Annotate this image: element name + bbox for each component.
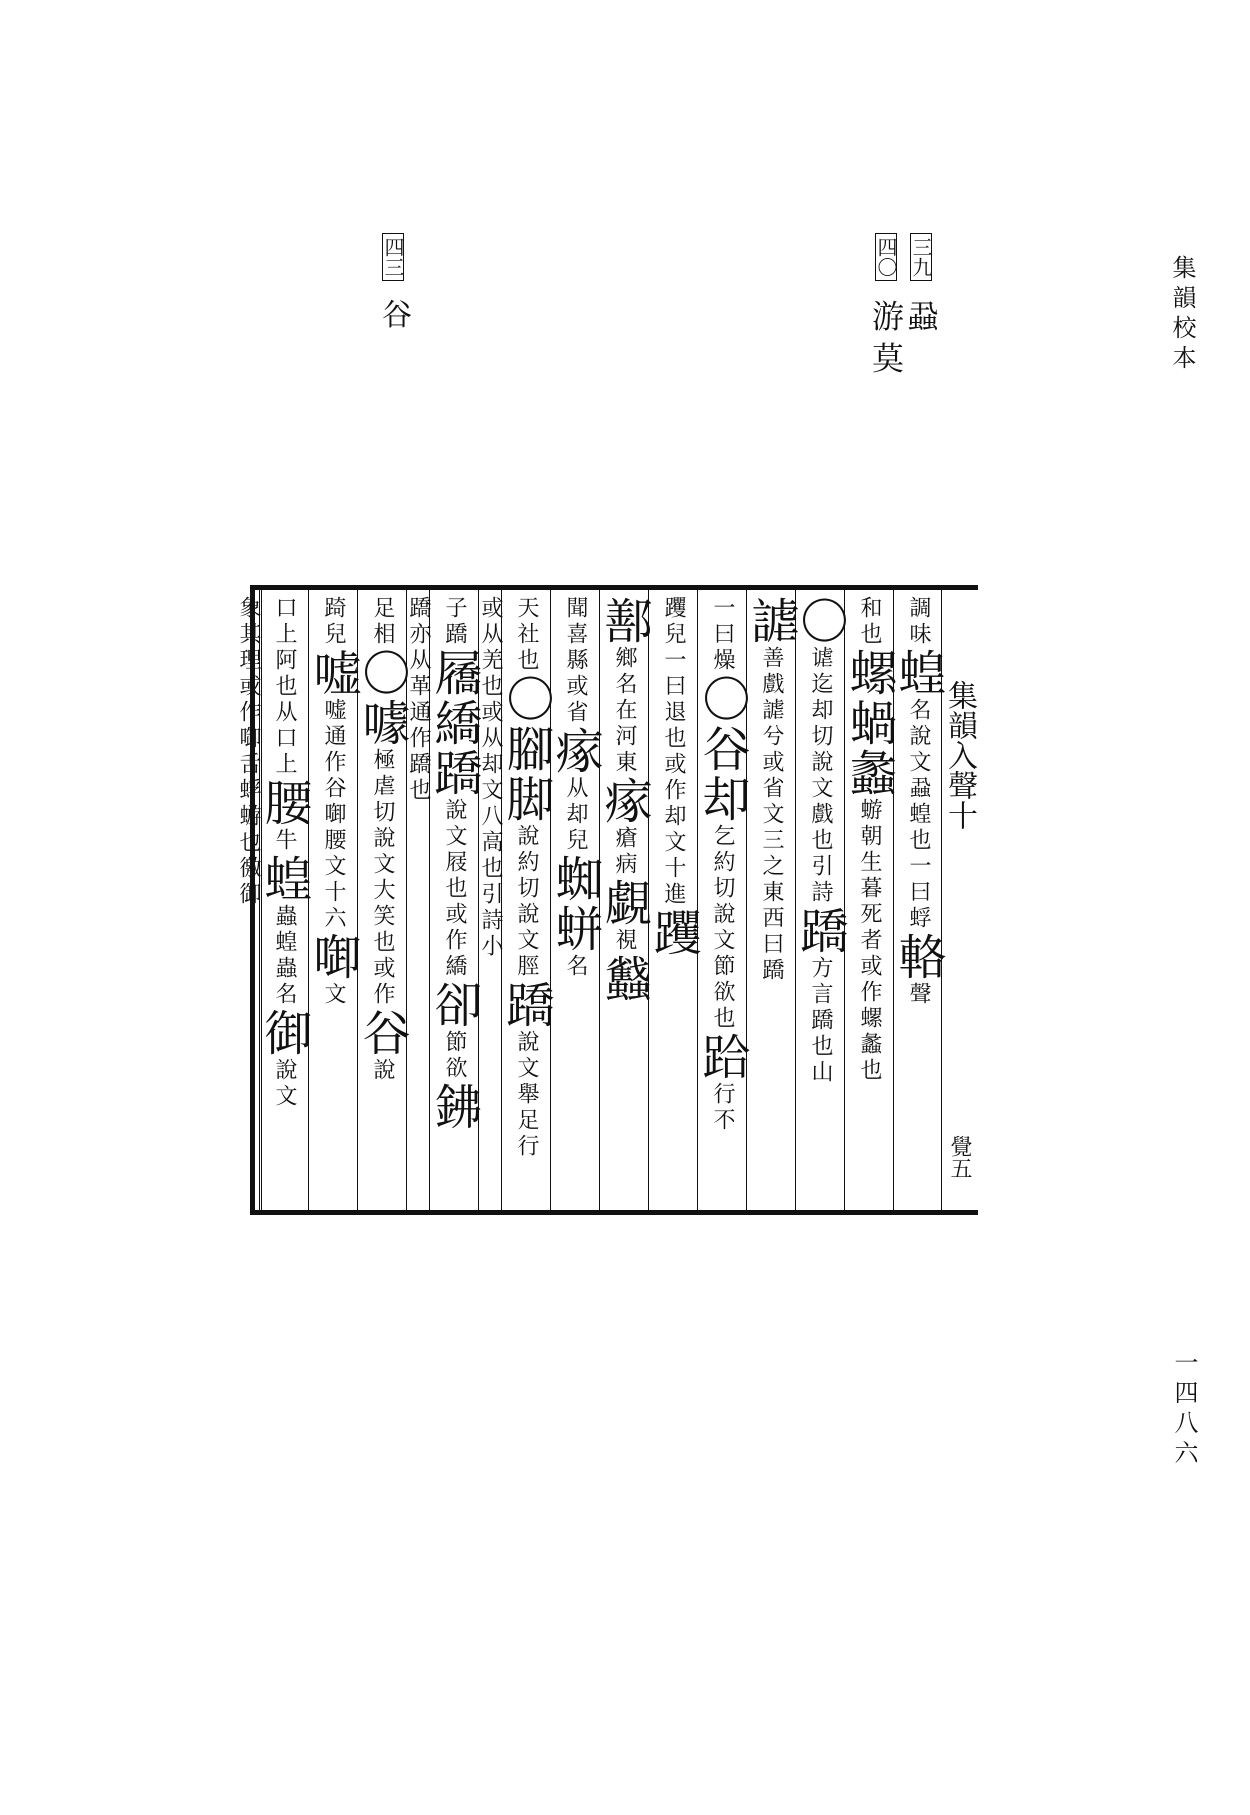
gloss-text: 也或从却文八 — [478, 674, 503, 830]
text-column — [547, 590, 603, 1210]
block-header-title: 集韻入聲十 — [942, 680, 977, 830]
gloss-text: 蹻 — [406, 596, 431, 622]
gloss-text: 嘘通作谷啣腰文十六 — [321, 698, 346, 932]
headword: 卻 — [426, 980, 482, 1030]
headword: 跲 — [694, 1032, 750, 1082]
gloss-text: 徼御 — [236, 856, 261, 908]
note-number: 三九 — [910, 233, 932, 281]
headword: 谷 — [354, 1008, 410, 1058]
gloss-text: 說文屐也或作繑 — [442, 798, 467, 980]
headword: 謔 — [743, 596, 799, 646]
text-column — [645, 590, 701, 1210]
gloss-text: 說文舉足行 — [514, 1030, 539, 1160]
text-columns — [236, 590, 946, 1210]
gloss-text: 子蹻 — [442, 596, 467, 648]
note-number: 四〇 — [875, 233, 897, 281]
gloss-text: 聲 — [906, 982, 931, 1008]
gloss-text: 調味 — [906, 596, 931, 648]
page-number: 一四八六 — [1170, 1350, 1198, 1470]
gloss-text: 也 — [857, 1058, 882, 1084]
headword: 蹻 — [498, 980, 554, 1030]
headword: 螺蝸蠡 — [841, 648, 897, 798]
gloss-text: 一曰燥 — [710, 596, 735, 674]
collation-note — [376, 233, 411, 329]
gloss-text: 亦从革通作蹻 — [406, 622, 431, 778]
headword: 鄯 — [596, 596, 652, 646]
headword: 蹻 — [792, 906, 848, 956]
gloss-text: 名說文蝨蝗也一曰蜉 — [906, 698, 931, 932]
headword: 〇 — [694, 674, 750, 724]
headword: 谷却 — [694, 724, 750, 824]
headword: 腳脚 — [498, 724, 554, 824]
headword: 蝗 — [256, 854, 312, 904]
gloss-text: 瘡病 — [612, 826, 637, 878]
gloss-text: 一曰退也或作却文十 — [661, 648, 686, 882]
headword: 瘃 — [547, 726, 603, 776]
text-column — [354, 590, 410, 1210]
headword: 〇 — [792, 596, 848, 646]
headword: 〇 — [354, 648, 410, 698]
headword: 蝗 — [890, 648, 946, 698]
gloss-text: 說文 — [272, 1058, 297, 1110]
gloss-text: 方言蹻也山 — [808, 956, 833, 1086]
collation-note — [867, 233, 905, 374]
gloss-text: 和也 — [857, 596, 882, 648]
collation-note — [902, 233, 940, 332]
gloss-text: 節欲 — [442, 1030, 467, 1082]
headword: 覷 — [596, 878, 652, 928]
gloss-text: 進 — [661, 882, 686, 908]
gloss-text: 行不 — [710, 1082, 735, 1134]
gloss-text: 極虐切說文大笑也或作 — [370, 748, 395, 1008]
text-column — [256, 590, 312, 1210]
note-text: 蝨 — [902, 299, 940, 332]
gloss-text: 鄉名在河東 — [612, 646, 637, 776]
headword: 鉘 — [426, 1082, 482, 1132]
text-column — [694, 590, 750, 1210]
gloss-text: 蟲蝗蟲名 — [272, 904, 297, 1008]
headword: 躩 — [645, 908, 701, 958]
gloss-text: 蜉蝣也 — [236, 778, 261, 856]
gloss-text: 天社也 — [514, 596, 539, 674]
block-header-juan: 覺五 — [947, 1135, 972, 1179]
gloss-text: 踦兒 — [321, 596, 346, 648]
headword: 御 — [256, 1008, 312, 1058]
text-column — [841, 590, 897, 1210]
headword: 嘘 — [305, 648, 361, 698]
gloss-text: 善戲謔兮或省文三 — [759, 646, 784, 854]
woodblock-page-frame — [236, 585, 978, 1215]
gloss-text: 蝣朝生暮死者或作螺蠡 — [857, 798, 882, 1058]
headword: 輅 — [890, 932, 946, 982]
gloss-text: 牛 — [272, 828, 297, 854]
gloss-text: 乞約切說文節欲也 — [710, 824, 735, 1032]
gloss-text: 躩兒 — [661, 596, 686, 648]
text-column — [792, 590, 848, 1210]
text-column — [890, 590, 946, 1210]
gloss-text: 从却 — [563, 776, 588, 828]
gloss-text: 高也引詩小 — [478, 830, 503, 960]
text-column — [305, 590, 361, 1210]
gloss-text: 說 — [370, 1058, 395, 1084]
note-number: 四三 — [382, 233, 404, 281]
headword: 蠽 — [596, 954, 652, 1004]
gloss-text: 也 — [406, 778, 431, 804]
gloss-text: 口上阿也从口上 — [272, 596, 297, 778]
gloss-text: 谑 — [808, 646, 833, 672]
headword: 腰 — [256, 778, 312, 828]
gloss-text: 兒 — [563, 828, 588, 854]
gloss-text: 足相 — [370, 596, 395, 648]
gloss-text: 聞喜縣或省 — [563, 596, 588, 726]
headword: 瘃 — [596, 776, 652, 826]
headword: 蜘蛢 — [547, 854, 603, 954]
headword: 啣 — [305, 932, 361, 982]
text-column — [426, 590, 482, 1210]
gloss-text: 視 — [612, 928, 637, 954]
block-header-column — [941, 590, 978, 1210]
gloss-text: 說約切說文脛 — [514, 824, 539, 980]
gloss-text: 或从羌 — [478, 596, 503, 674]
gloss-text: 文 — [321, 982, 346, 1008]
headword: 屩繑蹻 — [426, 648, 482, 798]
headword: 噱 — [354, 698, 410, 748]
gloss-text: 舌 — [236, 752, 261, 778]
text-column — [743, 590, 799, 1210]
headword: 〇 — [498, 674, 554, 724]
gloss-text: 名 — [563, 954, 588, 980]
gloss-text: 迄却切說文戲也引詩 — [808, 672, 833, 906]
text-column — [498, 590, 554, 1210]
text-column — [596, 590, 652, 1210]
gloss-text: 之東西曰蹻 — [759, 854, 784, 984]
note-text: 谷 — [376, 298, 411, 329]
note-text: 游 莫 — [867, 299, 905, 374]
running-title: 集韻校本 — [1168, 255, 1196, 375]
gloss-text: 象其理或作啣 — [236, 596, 261, 752]
